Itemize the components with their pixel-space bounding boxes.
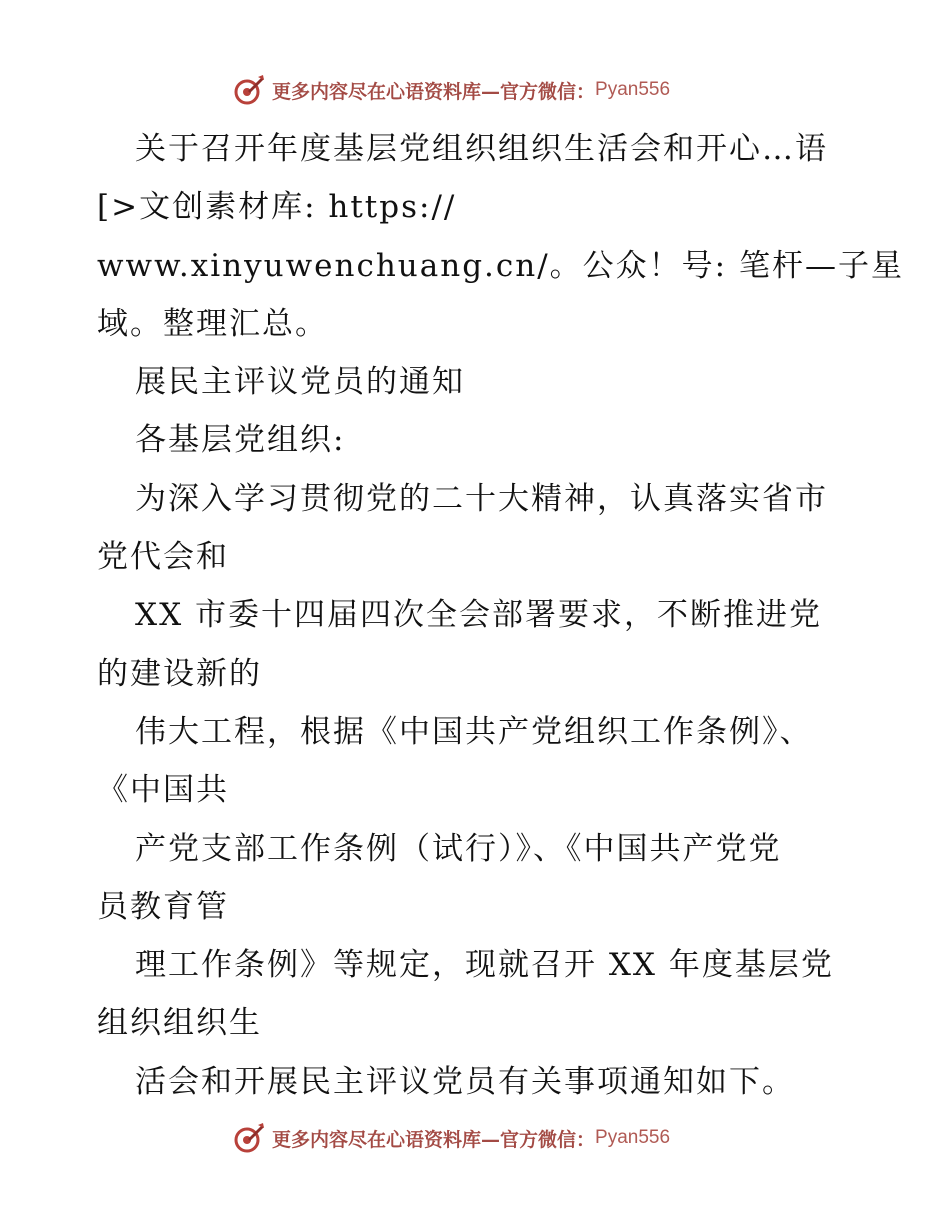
text-line: 域。整理汇总。: [97, 305, 328, 342]
pen-nib-circle-icon: [232, 73, 266, 107]
text-line: 员教育管: [97, 888, 229, 925]
watermark-wechat-id: Pyan556: [595, 1127, 671, 1148]
pen-nib-circle-icon: [232, 1121, 266, 1155]
watermark-wechat-id: Pyan556: [595, 79, 671, 100]
text-line: [>文创素材库: https://: [97, 189, 457, 226]
text-line: 展民主评议党员的通知: [135, 364, 465, 401]
watermark-text: 更多内容尽在心语资料库—官方微信：: [272, 80, 596, 103]
text-line: 的建设新的: [97, 655, 262, 692]
text-line: 组织组织生: [97, 1005, 262, 1042]
text-line: 为深入学习贯彻党的二十大精神，认真落实省市: [135, 480, 828, 517]
footer-watermark: [232, 1118, 752, 1158]
text-line: 伟大工程，根据《中国共产党组织工作条例》、: [135, 713, 813, 750]
text-line: www.xinyuwenchuang.cn/。公众！号: 笔杆—子星: [97, 247, 904, 284]
text-line: 党代会和: [97, 539, 229, 576]
body-text: [97, 120, 904, 1111]
text-line: 理工作条例》等规定，现就召开 XX 年度基层党: [135, 947, 834, 984]
text-line: XX 市委十四届四次全会部署要求，不断推进党: [135, 597, 822, 634]
text-line: 活会和开展民主评议党员有关事项通知如下。: [135, 1063, 795, 1100]
text-line: 《中国共: [97, 772, 229, 809]
text-line: 关于召开年度基层党组织组织生活会和开心…语: [135, 131, 828, 167]
watermark-text: 更多内容尽在心语资料库—官方微信：: [272, 1128, 596, 1151]
header-watermark: [232, 70, 752, 110]
text-line: 各基层党组织:: [135, 422, 346, 459]
text-line: 产党支部工作条例（试行）》、《中国共产党党: [135, 830, 782, 867]
